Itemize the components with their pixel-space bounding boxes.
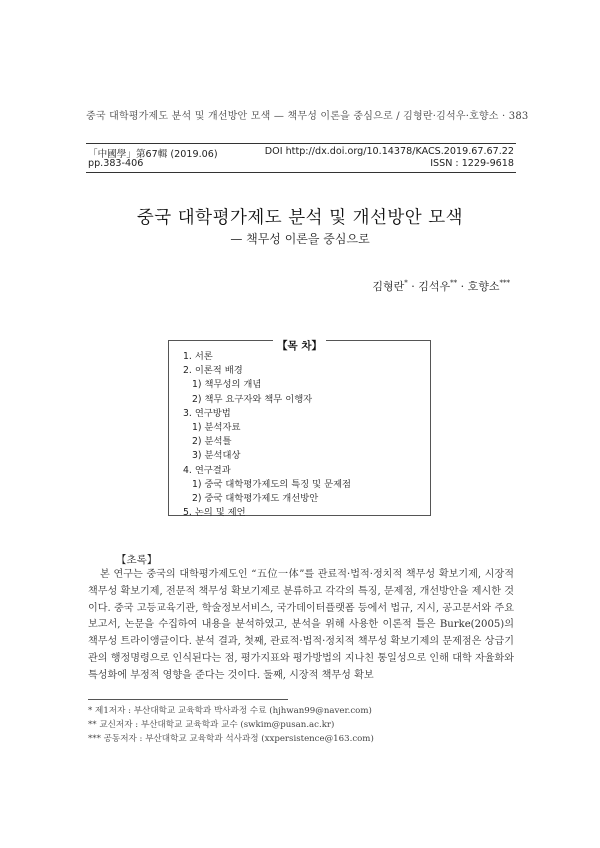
abstract-text: 본 연구는 중국의 대학평가제도인 “五位一体”를 관료적·법적·정치적 책무성 확보기제, 시장적 책무성 확보기제, 전문적 책무성 확보기제로 분류하고 각각의 특징, 문제점, 개선방안을 제시한 것이다. 중국 고등교육기관, 학술정보서비스, 국가데이터플랫폼 등에서 법규, 지시, 공고문서와 주요보고서, 논문을 수집하여 내용을 분석하였고, 분석을 위해 사용한 이론적 틀은 Burke(2005)의 책무성 트라이앵글이다. 분석 결과, 첫째, 관료적·법적·정치적 책무성 확보기제의 문제점은 상급기관의 행정명령으로 인식된다는 점, 평가지표와 평가방법의 지나친 통일성으로 인해 대학 자율화와 특성화에 부정적 영향을 준다는 것이다. 둘째, 시장적 책무성 확보 — [88, 569, 514, 681]
toc-subitem: 3) 분석대상 — [192, 450, 241, 462]
meta-bottom-rule — [86, 172, 516, 173]
running-header: 중국 대학평가제도 분석 및 개선방안 모색 — 책무성 이론을 중심으로 / 김형란·김석우·호향소 · 383 — [86, 111, 529, 122]
author-affiliation-mark: * — [404, 279, 408, 287]
article-title: 중국 대학평가제도 분석 및 개선방안 모색 — [136, 208, 464, 228]
toc-heading: 【목 차】 — [273, 340, 326, 352]
toc-subitem: 2) 중국 대학평가제도 개선방안 — [192, 492, 319, 504]
footnote: *** 공동저자 : 부산대학교 교육학과 석사과정 (xxpersistence@163.com) — [88, 734, 374, 744]
page-range: pp.383-406 — [88, 158, 144, 169]
toc-item: 3. 연구방법 — [183, 407, 231, 419]
footnote-rule — [88, 699, 288, 700]
article-subtitle: — 책무성 이론을 중심으로 — [230, 232, 370, 246]
meta-top-rule — [86, 143, 516, 144]
toc-subitem: 1) 중국 대학평가제도의 특징 및 문제점 — [192, 478, 352, 490]
toc-subitem: 2) 책무 요구자와 책무 이행자 — [192, 393, 313, 405]
author-name: 김석우 — [418, 280, 451, 293]
meta-row-2 — [88, 158, 514, 169]
footnote: ** 교신저자 : 부산대학교 교육학과 교수 (swkim@pusan.ac.kr) — [88, 720, 335, 730]
author-list: 김형란* · 김석우** · 호향소*** — [372, 279, 510, 293]
author-affiliation-mark: *** — [499, 279, 510, 287]
issn: ISSN : 1229-9618 — [430, 158, 514, 169]
toc-item: 4. 연구결과 — [183, 464, 231, 476]
toc-item: 5. 논의 및 제언 — [183, 507, 246, 519]
footnote: * 제1저자 : 부산대학교 교육학과 박사과정 수료 (hjhwan99@naver.com) — [88, 706, 372, 716]
toc-subitem: 2) 분석틀 — [192, 436, 232, 448]
table-of-contents — [168, 340, 431, 519]
toc-list — [183, 350, 424, 520]
abstract-label: 【초록】 — [116, 554, 158, 566]
toc-subitem: 1) 책무성의 개념 — [192, 379, 262, 391]
author-name: 김형란 — [372, 280, 405, 293]
toc-subitem: 1) 분석자료 — [192, 421, 241, 433]
author-name: 호향소 — [467, 280, 500, 293]
toc-item: 1. 서론 — [183, 351, 213, 362]
journal-citation: 「中國學」第67輯 (2019.06) — [88, 149, 218, 160]
doi-link[interactable]: DOI http://dx.doi.org/10.14378/KACS.2019.67.67.22 — [264, 146, 514, 157]
toc-item: 2. 이론적 배경 — [183, 365, 243, 377]
author-affiliation-mark: ** — [450, 279, 458, 287]
